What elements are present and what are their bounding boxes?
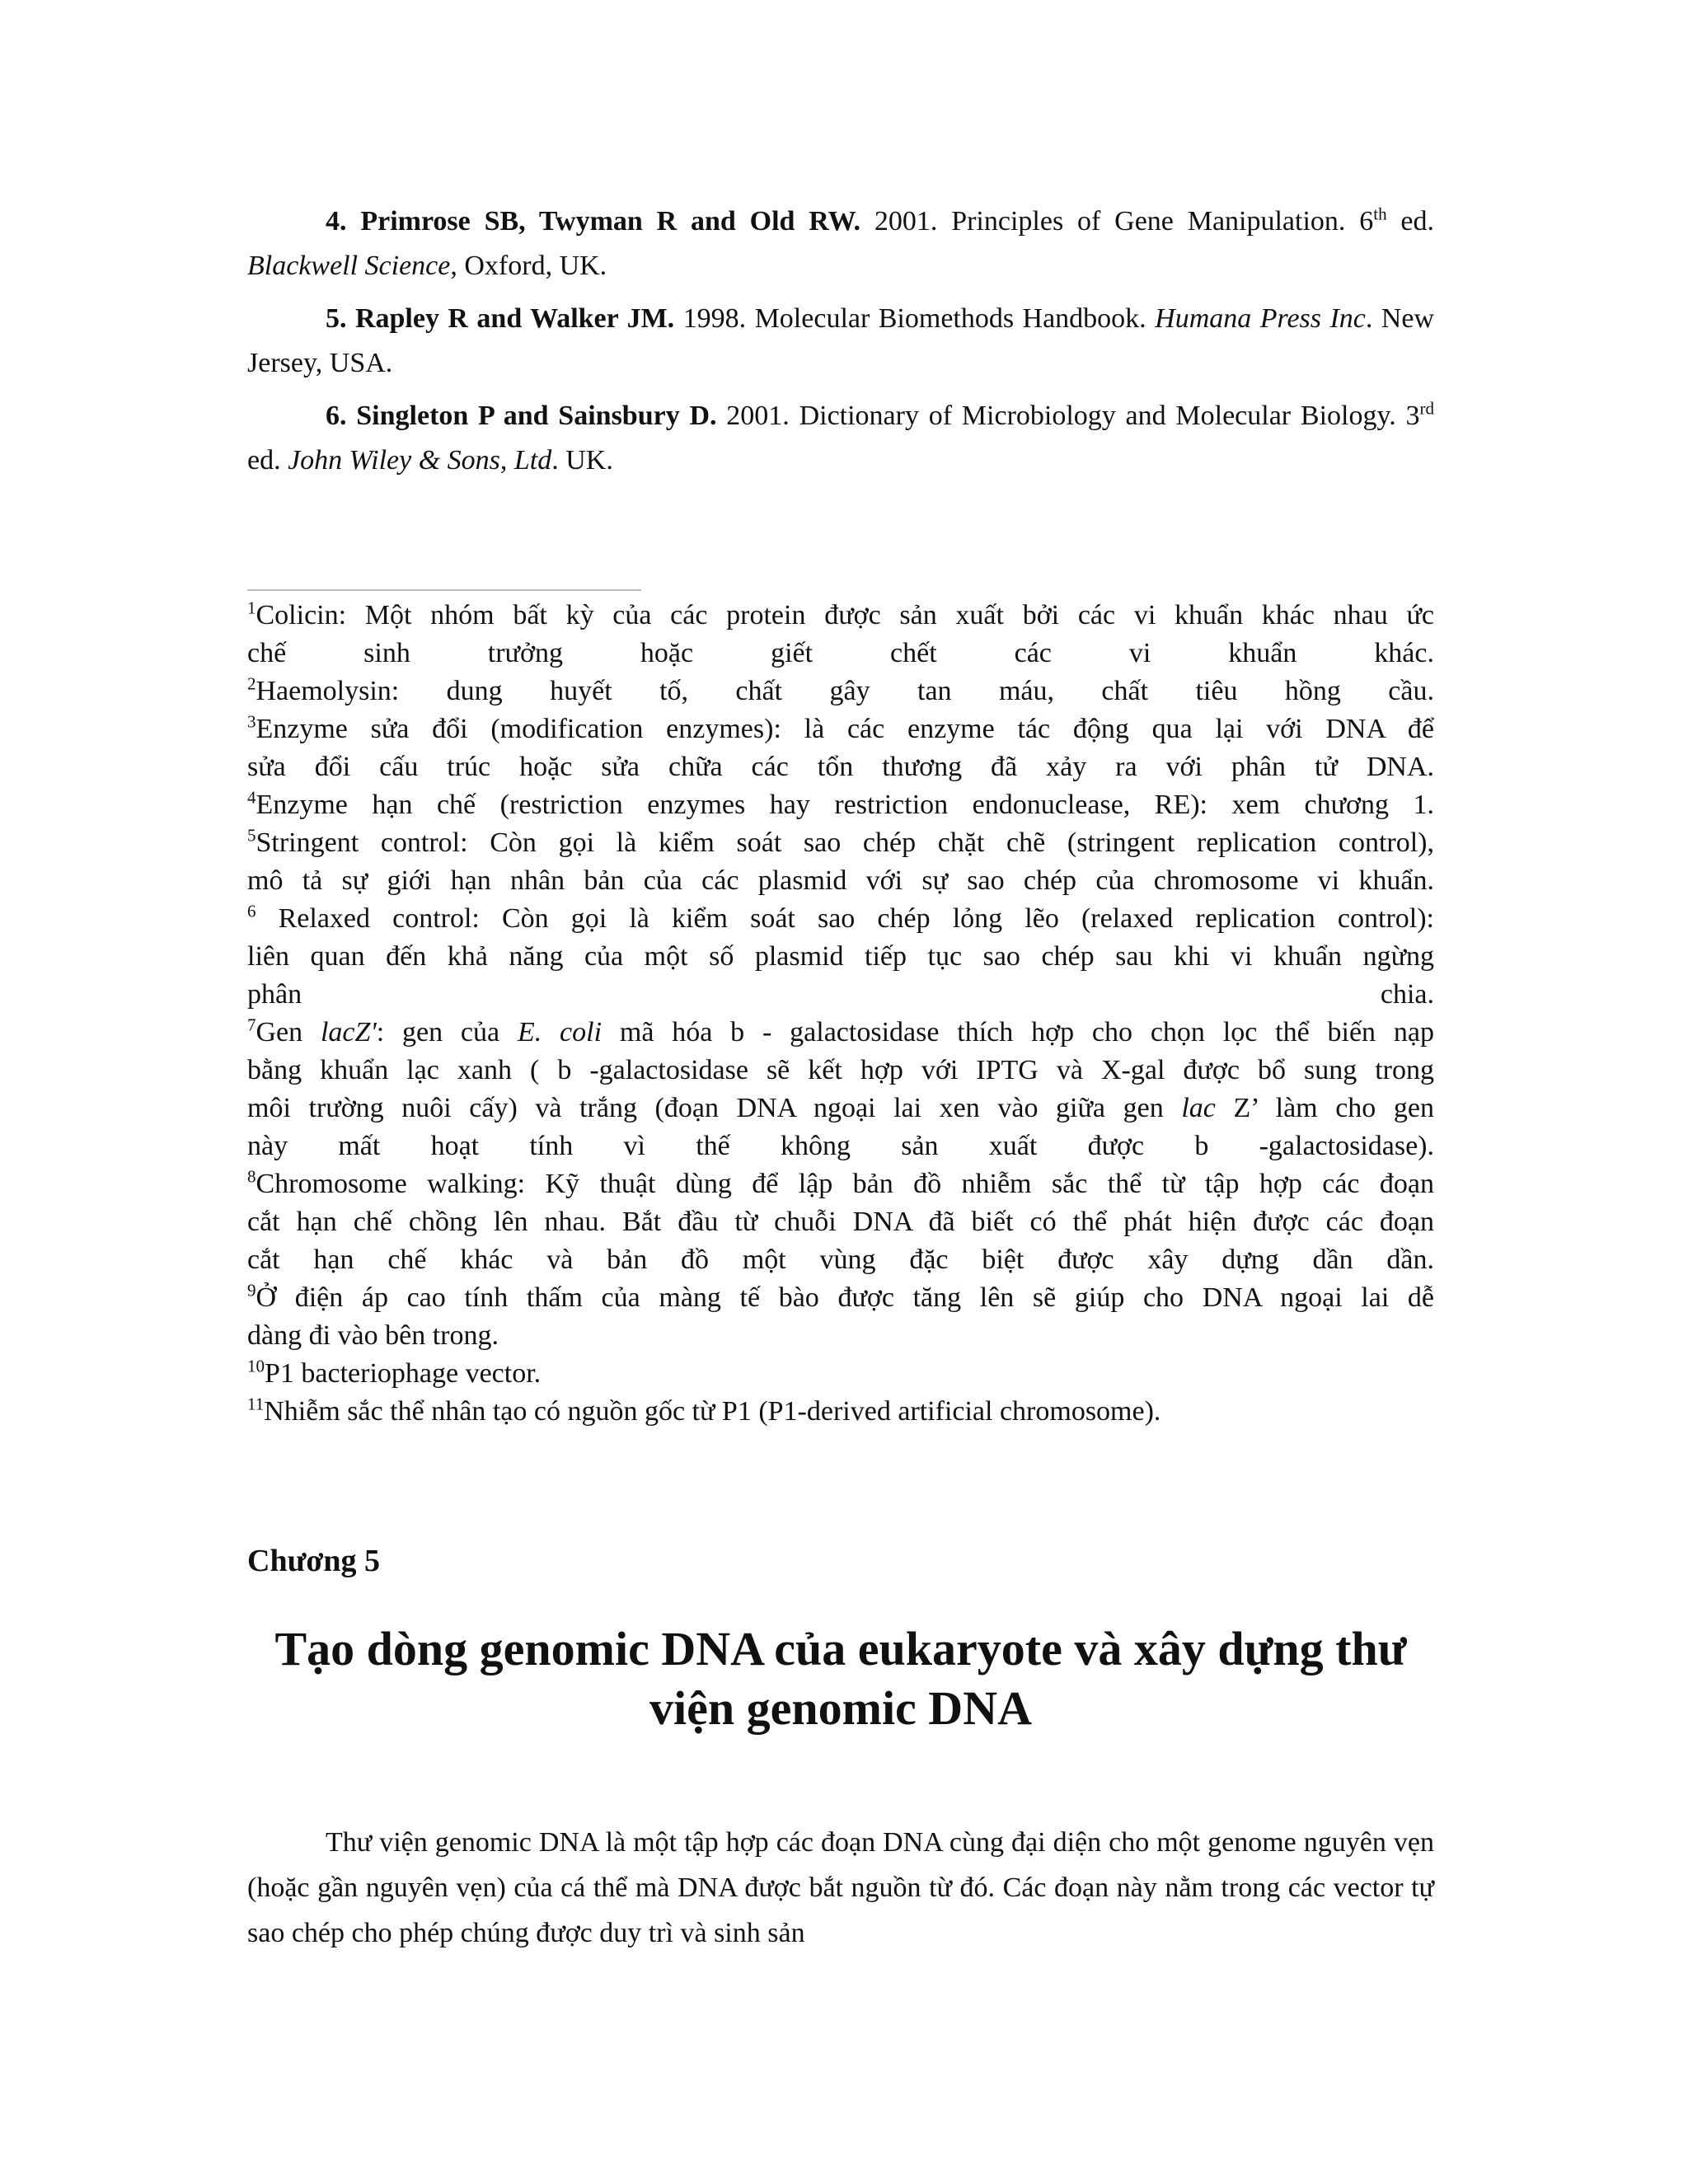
reference-authors: Singleton P and Sainsbury D.	[356, 401, 717, 431]
footnote-line: $^{11}$Nhiễm sắc thể nhân tạo có nguồn gốc từ P1 (P1-derived artificial chromosome).	[247, 1394, 1161, 1427]
superscript: rd	[1419, 398, 1435, 419]
reference-title: Molecular Biomethods Handbook.	[754, 303, 1146, 334]
footnote-line: $^8$Chromosome walking: Kỹ thuật dùng để lập bản đồ nhiễm sắc thể từ tập hợp các đoạn	[247, 1166, 1434, 1199]
footnote-number: 5	[247, 825, 256, 846]
reference-authors: Rapley R and Walker JM.	[354, 303, 675, 334]
reference-item	[247, 394, 1434, 483]
footnote-line: này mất hoạt tính vì thế không sản xuất được b -galactosidase).	[247, 1131, 1434, 1161]
reference-publisher: Blackwell Science	[247, 251, 451, 281]
footnote-line: phân chia.	[247, 979, 1434, 1010]
reference-year: 2001.	[726, 401, 790, 431]
species-name: E. coli	[517, 1017, 603, 1047]
reference-item	[247, 199, 1434, 288]
footnote-number: 9	[247, 1280, 256, 1301]
gene-name: lacZ'	[320, 1017, 377, 1047]
footnote-line: $^3$Enzyme sửa đổi (modification enzymes): là các enzyme tác động qua lại với DNA để	[247, 711, 1434, 744]
reference-title: Principles of Gene Manipulation. 6	[951, 206, 1374, 237]
body-paragraph: Thư viện genomic DNA là một tập hợp các đoạn DNA cùng đại diện cho một genome nguyên vẹn (hoặc gần nguyên vẹn) của cá thể mà DNA được bắt nguồn từ đó. Các đoạn này nằm trong các vector tự sao chép cho phép chúng được duy trì và sinh sản	[247, 1827, 1434, 1948]
footnote-line: sửa đổi cấu trúc hoặc sửa chữa các tổn thương đã xảy ra với phân tử DNA.	[247, 752, 1434, 782]
reference-number: 5.	[326, 303, 347, 334]
footnote-number: 3	[247, 711, 256, 732]
footnote-number: 10	[247, 1356, 265, 1376]
reference-title: Dictionary of Microbiology and Molecular Biology. 3	[799, 401, 1420, 431]
reference-list	[247, 199, 1434, 491]
footnote-line: $^4$Enzyme hạn chế (restriction enzymes hay restriction endonuclease, RE): xem chương 1.	[247, 787, 1434, 820]
reference-number: 4.	[326, 206, 347, 237]
reference-place: , Oxford, UK.	[450, 251, 607, 281]
footnote-line: $^2$Haemolysin: dung huyết tố, chất gây tan máu, chất tiêu hồng cầu.	[247, 673, 1434, 706]
footnote-number: 1	[247, 598, 256, 618]
footnote-line: cắt hạn chế khác và bản đồ một vùng đặc biệt được xây dựng dần dần.	[247, 1244, 1434, 1275]
footnote-line: dàng đi vào bên trong.	[247, 1320, 499, 1351]
footnote-line: cắt hạn chế chồng lên nhau. Bắt đầu từ chuỗi DNA đã biết có thể phát hiện được các đoạn	[247, 1207, 1434, 1237]
footnote-number: 2	[247, 673, 256, 694]
footnote-line: liên quan đến khả năng của một số plasmid tiếp tục sao chép sau khi vi khuẩn ngừng	[247, 941, 1434, 972]
footnote-number: 7	[247, 1015, 256, 1035]
footnote-line: môi trường nuôi cấy) và trắng (đoạn DNA ngoại lai xen vào giữa gen lac Z’ làm cho gen	[247, 1093, 1434, 1123]
footnote-line: mô tả sự giới hạn nhân bản của các plasmid với sự sao chép của chromosome vi khuẩn.	[247, 865, 1434, 896]
chapter-label: Chương 5	[247, 1544, 381, 1578]
footnote-number: 11	[247, 1394, 265, 1414]
gene-name: lac	[1181, 1093, 1216, 1123]
reference-number: 6.	[326, 401, 347, 431]
footnote-line: $^9$Ở điện áp cao tính thấm của màng tế bào được tăng lên sẽ giúp cho DNA ngoại lai dễ	[247, 1280, 1434, 1313]
reference-title-end: ed.	[247, 445, 281, 476]
footnote-line: $^5$Stringent control: Còn gọi là kiểm soát sao chép chặt chẽ (stringent replication control),	[247, 825, 1434, 858]
chapter-title: Tạo dòng genomic DNA của eukaryote và xây dựng thư viện genomic DNA	[274, 1622, 1407, 1735]
footnote-line: $^6$ Relaxed control: Còn gọi là kiểm soát sao chép lỏng lẽo (relaxed replication control):	[247, 901, 1434, 934]
reference-title-end: ed.	[1386, 206, 1435, 237]
footnote-separator	[247, 589, 641, 591]
footnotes	[247, 597, 1434, 1431]
footnote-number: 6	[247, 901, 256, 921]
reference-year: 1998.	[682, 303, 747, 334]
reference-item	[247, 297, 1434, 386]
footnote-number: 8	[247, 1166, 256, 1187]
reference-place: . New Jersey, USA.	[247, 303, 1435, 378]
footnote-line: $^7$Gen lacZ': gen của E. coli mã hóa b - galactosidase thích hợp cho chọn lọc thể biến nạp	[247, 1015, 1434, 1047]
reference-publisher: Humana Press Inc	[1155, 303, 1366, 334]
footnote-number: 4	[247, 787, 256, 808]
superscript: th	[1373, 204, 1387, 224]
footnote-line: bằng khuẩn lạc xanh ( b -galactosidase sẽ kết hợp với IPTG và X-gal được bổ sung trong	[247, 1055, 1434, 1085]
reference-place: . UK.	[551, 445, 613, 476]
footnote-line: $^1$Colicin: Một nhóm bất kỳ của các protein được sản xuất bởi các vi khuẩn khác nhau ức	[247, 598, 1434, 630]
footnote-line: $^{10}$P1 bacteriophage vector.	[247, 1356, 542, 1389]
reference-authors: Primrose SB, Twyman R and Old RW.	[360, 206, 861, 237]
reference-year: 2001.	[874, 206, 938, 237]
reference-publisher: John Wiley & Sons, Ltd	[288, 445, 552, 476]
footnote-line: chế sinh trưởng hoặc giết chết các vi khuẩn khác.	[247, 638, 1434, 668]
